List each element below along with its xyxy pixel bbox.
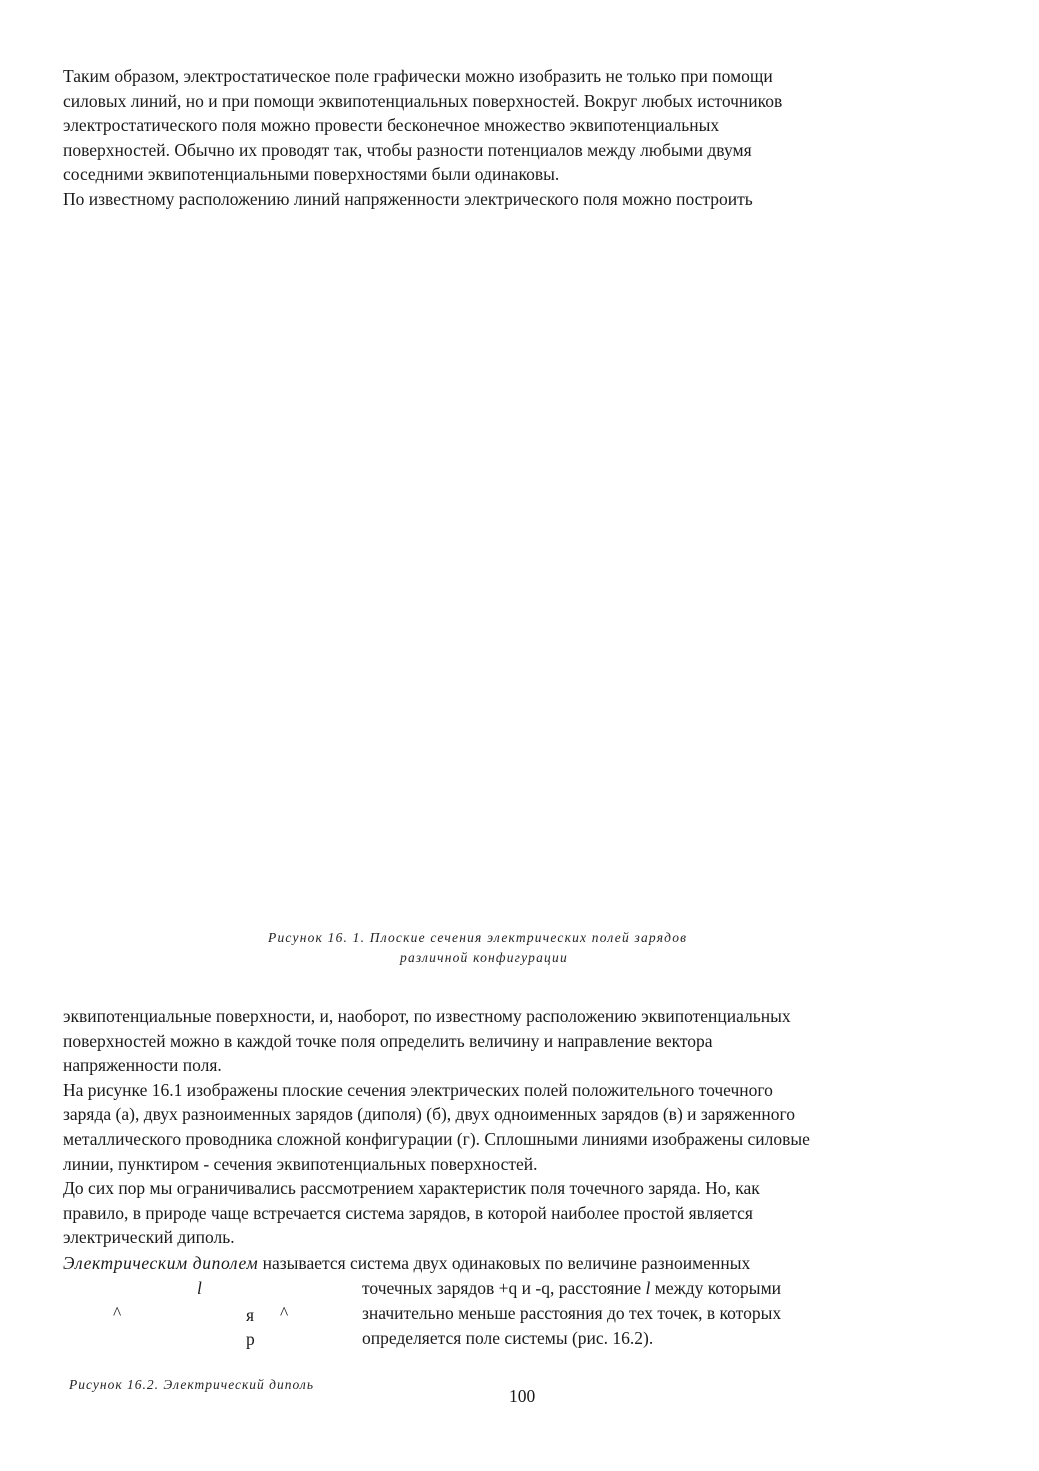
figure-caption-line: Рисунок 16. 1. Плоские сечения электрических полей зарядов — [268, 930, 688, 945]
page-number: 100 — [509, 1386, 536, 1406]
dipole-figure-label-l: l — [197, 1278, 202, 1298]
dipole-term: Электрическим диполем — [63, 1253, 259, 1273]
text-fragment: между которыми — [650, 1278, 782, 1298]
text-line: силовых линий, но и при помощи эквипотенциальных поверхностей. Вокруг любых источников — [63, 90, 783, 111]
text-line: заряда (а), двух разноименных зарядов (диполя) (б), двух одноименных зарядов (в) и заряженного — [63, 1104, 795, 1125]
figure-caption: Рисунок 16.2. Электрический диполь — [69, 1377, 314, 1392]
dipole-definition-line — [63, 1253, 750, 1274]
dipole-text-line: определяется поле системы (рис. 16.2). — [362, 1328, 654, 1348]
figure-caption-line: различной конфигурации — [400, 950, 568, 965]
text-line: соседними эквипотенциальными поверхностями были одинаковы. — [63, 164, 560, 185]
text-fragment: называется система двух одинаковых по величине разноименных — [258, 1253, 751, 1273]
text-fragment: точечных зарядов +q и -q, расстояние — [362, 1278, 642, 1298]
text-line: На рисунке 16.1 изображены плоские сечения электрических полей положительного точечного — [63, 1079, 773, 1100]
dipole-figure-caret: ^ — [113, 1303, 122, 1323]
text-line: поверхностей. Обычно их проводят так, чтобы разности потенциалов между любыми двумя — [63, 139, 752, 160]
italic-l: l — [645, 1278, 651, 1298]
text-line: линии, пунктиром - сечения эквипотенциальных поверхностей. — [63, 1153, 538, 1174]
text-line: эквипотенциальные поверхности, и, наоборот, по известному расположению эквипотенциальных — [63, 1006, 791, 1026]
text-line: По известному расположению линий напряженности электрического поля можно построить — [63, 188, 753, 209]
text-line: напряженности поля. — [63, 1055, 222, 1076]
text-line: До сих пор мы ограничивались рассмотрением характеристик поля точечного заряда. Но, как — [63, 1178, 760, 1199]
dipole-text-line: значительно меньше расстояния до тех точек, в которых — [362, 1303, 782, 1323]
text-line: поверхностей можно в каждой точке поля определить величину и направление вектора — [63, 1030, 713, 1051]
body-paragraph — [63, 1004, 810, 1250]
text-line: электрический диполь. — [63, 1227, 235, 1248]
text-line: электростатического поля можно провести бесконечное множество эквипотенциальных — [63, 115, 720, 136]
figure-16-1-area — [63, 222, 973, 922]
dipole-figure-label-ya: я — [246, 1305, 255, 1325]
text-line: правило, в природе чаще встречается система зарядов, в которой наиболее простой является — [63, 1202, 753, 1223]
text-line: Таким образом, электростатическое поле графически можно изобразить не только при помощи — [63, 66, 773, 86]
intro-paragraph — [63, 64, 782, 212]
dipole-figure-caret: ^ — [280, 1303, 289, 1323]
text-line: металлического проводника сложной конфигурации (г). Сплошными линиями изображены силовые — [63, 1128, 810, 1149]
dipole-text-line — [362, 1278, 781, 1299]
dipole-figure-label-r: р — [246, 1329, 255, 1349]
